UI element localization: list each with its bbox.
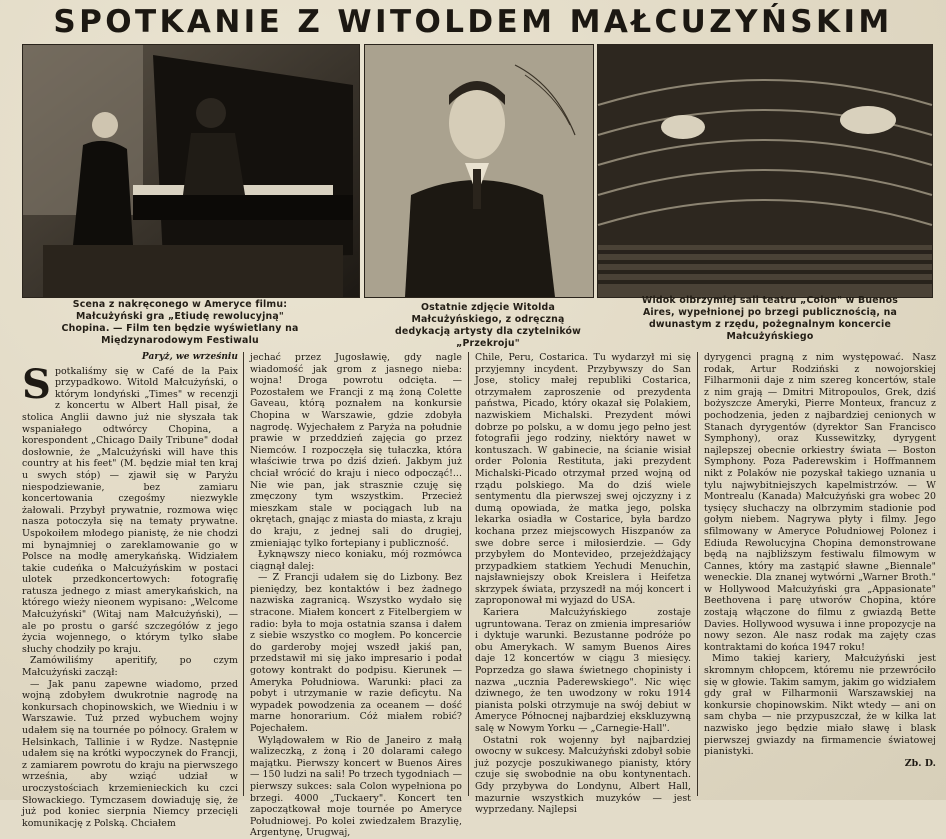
dateline: Paryż, we wrześniu (141, 352, 238, 362)
paragraph: Chile, Peru, Costarica. Tu wydarzył mi się przyjemny incydent. Przybywszy do San Jose, stolicy małej republiki Costarica, otrzymałem zaproszenie od prezydenta państwa, Picado, który okazał się Polakiem, nazwiskiem Michalski. Prezydent mówi dobrze po polsku, a w domu jego pełno jest fotografii jego rodziny, niektóry nawet w kontuszach. W gabinecie, na ścianie wisiał order Polonia Restituta, jaki prezydent Michalski-Picado otrzymał przed wojną od rządu polskiego. Ma do dziś wiele sentymentu dla pierwszej swej ojczyzny i z dumą opowiada, że matka jego, polska lekarka osiadła w Costarice, była bardzo kochana przez miejscowych Hiszpanów za swe dobre serce i miłosierdzie. — Gdy przybyłem do Montevideo, przejeżdżający przypadkiem statkiem Yechudi Menuchin, najsławniejszy obok Kreislera i Heifetza skrzypek świata, przyszedł na mój koncert i zaproponował mi wyjazd do USA. (475, 352, 691, 607)
article-column-1 (22, 352, 238, 829)
caption-colon-theatre: Widok olbrzymiej sali teatru „Colon" w Buenos Aires, wypełnionej po brzegi publicznością, na dwunastym z rzędu, pożegnalnym koncercie Małcużyńskiego (641, 295, 899, 342)
film-scene-image (23, 45, 359, 297)
paragraph: Łyknąwszy nieco koniaku, mój rozmówca ciągnął dalej: (250, 549, 462, 572)
column-rule (697, 352, 698, 796)
caption-film-scene: Scena z nakręconego w Ameryce filmu: Małcużyński gra „Etiudę rewolucyjną" Chopina. — Film ten będzie wyświetlany na Międzynarodowym Festiwalu (61, 299, 299, 346)
paragraph: Wylądowałem w Rio de Janeiro z małą walizeczką, z żoną i 20 dolarami całego majątku. Pierwszy koncert w Buenos Aires — 150 ludzi na sali! Po trzech tygodniach — pierwszy sukces: sala Colon wypełniona po brzegi. 4000 „Tuckaery". Koncert ten zapoczątkował moje tournée po Ameryce Południowej. Po kolei zwiedzałem Brazylię, Argentynę, Urugwaj, (250, 734, 462, 839)
paragraph: — Jak panu zapewne wiadomo, przed wojną zdobyłem dwukrotnie nagrodę na konkursach chopinowskich, we Wiedniu i w Warszawie. Tuż przed wybuchem wojny udałem się na tournée po północy. Grałem w Helsinkach, Tallinie i w Rydze. Następnie udałem się na krótki wypoczynek do Francji, z zamiarem powrotu do kraju na pierwszego września, aby wziąć udział w uroczystościach krzemienieckich ku czci Słowackiego. Tymczasem dowiaduję się, że już pod koniec sierpnia Niemcy przecięli komunikację z Polską. Chciałem (22, 678, 238, 829)
portrait-image (365, 45, 593, 297)
photo-film-scene (22, 44, 360, 298)
caption-portrait: Ostatnie zdjęcie Witolda Małcużyńskiego, z odręczną dedykacją artysty dla czytelników „Przekroju" (394, 302, 582, 349)
paragraph: Ostatni rok wojenny był najbardziej owocny w sukcesy. Małcużyński zdobył sobie już pozycje poszukiwanego pianisty, który czuje się swobodnie na obu kontynentach. Gdy przybywa do Londynu, Albert Hall, mazurnie wszystkich muzyków — jest wyprzedany. Najlepsi (475, 734, 691, 816)
photo-portrait (364, 44, 594, 298)
paragraph: — Z Francji udałem się do Lizbony. Bez pieniędzy, bez kontaktów i bez żadnego nazwiska zagranicą. Wszystko wydało się stracone. Miałem koncert z Fitelbergiem w radio: była to moja ostatnia szansa i dałem z siebie wszystko co mogłem. Po koncercie do garderoby mojej wszedł jakiś pan, przedstawił mi się jako impresario i podał gotowy kontrakt do podpisu. Kierunek — Ameryka Południowa. Warunki: płaci za pobyt i utrzymanie w razie deficytu. Na wypadek powodzenia za oceanem — dość marne honorarium. Cóż miałem robić? Pojechałem. (250, 572, 462, 734)
photo-colon-theatre (597, 44, 933, 298)
column-rule (468, 352, 469, 796)
paragraph: Mimo takiej kariery, Małcużyński jest skromnym chłopcem, któremu nie przewróciło się w głowie. Takim samym, jakim go widziałem gdy grał w Filharmonii Warszawskiej na konkursie chopinowskim. Nikt wtedy — ani on sam chyba — nie przypuszczał, że w kilka lat nazwisko jego będzie miało sławę i blask pierwszej gwiazdy na firmamencie światowej pianistyki. (704, 653, 936, 758)
paragraph: Zamówiliśmy aperitify, po czym Małcużyński zaczął: (22, 655, 238, 679)
article-column-3 (475, 352, 691, 816)
article-column-4 (704, 352, 936, 797)
paragraph: dyrygenci pragną z nim występować. Nasz rodak, Artur Rodziński z nowojorskiej Filharmonii daje z nim szereg koncertów, stale z nim grają — Dmitri Mitropoulos, Grek, dziś bożyszcze Ameryki, Pierre Monteux, francuz z pochodzenia, jeden z najbardziej cenionych w Stanach dyrygentów (dyrektor San Francisco Symphony), oraz Kussewitzky, dyrygent najlepszej obecnie orkiestry świata — Boston Symphony. Poza Paderewskim i Hoffmannem nikt z Polaków nie pozyskał takiego uznania u tylu najwybitniejszych kapelmistrzów. — W Montrealu (Kanada) Małcużyński gra wobec 20 tysięcy słuchaczy na olbrzymim stadionie pod gołym niebem. Nagrywa płyty i filmy. Jego sfilmowany w Ameryce Południowej Polonez i Ediuda Rewolucyjna Chopina demonstrowane będą na najbliższym festiwalu filmowym w Cannes, który ma zastąpić sławne „Biennale" weneckie. Dla znanej wytwórni „Warner Broth." w Hollywood Małcużyński gra „Appasionate" Beethovena i parę utworów Chopina, które zostają włączone do filmu z gwiazdą Bette Davies. Hollywood wysuwa i inne propozycje na nowy sezon. Ale nasz rodak ma zajęty czas kontraktami do końca 1947 roku! (704, 352, 936, 653)
headline: SPOTKANIE Z WITOLDEM MAŁCUZYŃSKIM (53, 4, 893, 40)
dropcap: S (22, 360, 51, 408)
theatre-image (598, 45, 932, 297)
paragraph: Kariera Małcużyńskiego zostaje ugruntowana. Teraz on zmienia impresariów i dyktuje warunki. Bezustanne podróże po obu Amerykach. W samym Buenos Aires daje 12 koncertów w ciągu 3 miesięcy. Poprzedza go sława świetnego chopinisty i nazwa „ucznia Paderewskiego". Nic więc dziwnego, że ten uwodzony w roku 1914 pianista polski otrzymuje na swój debiut w Ameryce Północnej najbardziej ekskluzywną salę w Nowym Yorku — „Carnegie-Hall". (475, 607, 691, 734)
article-column-2 (250, 352, 462, 839)
column-rule (243, 352, 244, 796)
author-signature: Zb. D. (904, 757, 936, 769)
paragraph: potkaliśmy się w Café de la Paix przypadkowo. Witold Małcużyński, o którym londyński „Times" w recenzji z koncertu w Albert Hall pisał, że stolica Anglii dawno już nie słyszała tak wspaniałego odtwórcy Chopina, a korespondent „Chicago Daily Tribune" dodał dosłownie, że „Malcużyński will have this country at his feet" (M. będzie miał ten kraj u swych stóp) — zjawił się w Paryżu niespodziewanie, bez zamiaru koncertowania czegośmy niezwykle żałowali. Przybył prywatnie, rozmowa więc nasza potoczyła się na tematy prywatne. Uspokoiłem młodego pianistę, że nie chodzi mi bynajmniej o zareklamowanie go w Polsce na modłę amerykańską. Widziałem takie cudeńka o Małcużyńskim w postaci ulotek przedkoncertowych: fotografię ratusza jednego z miast amerykańskich, na którego wieży nieonem wypisano: „Welcome Małcużyński" (Witaj nam Małcużyński), — ale po prostu o garść szczegółów z jego życia wojennego, o którym tylko słabe słuchy chodziły po kraju. (22, 365, 238, 655)
paragraph: jechać przez Jugosławię, gdy nagle wiadomość jak grom z jasnego nieba: wojna! Droga powrotu odcięta. — Pozostałem we Francji z mą żoną Colette Gaveau, którą poznałem na konkursie Chopina w Warszawie, gdzie zdobyła nagrodę. Wyjechałem z Paryża na południe prawie w przeddzień zajęcia go przez Niemców. I rozpoczęła się tułaczka, która właściwie trwa po dziś dzień. Jakbym już chciał wrócić do kraju i nieco odpocząć!... Nie wie pan, jak strasznie czuję się zmęczony tym wszystkim. Przecież mieszkam stale w pociągach lub na okrętach, gnając z miasta do miasta, z kraju do kraju, z jednej sali do drugiej, zmieniając tylko fortepiany i publiczność. (250, 352, 462, 549)
